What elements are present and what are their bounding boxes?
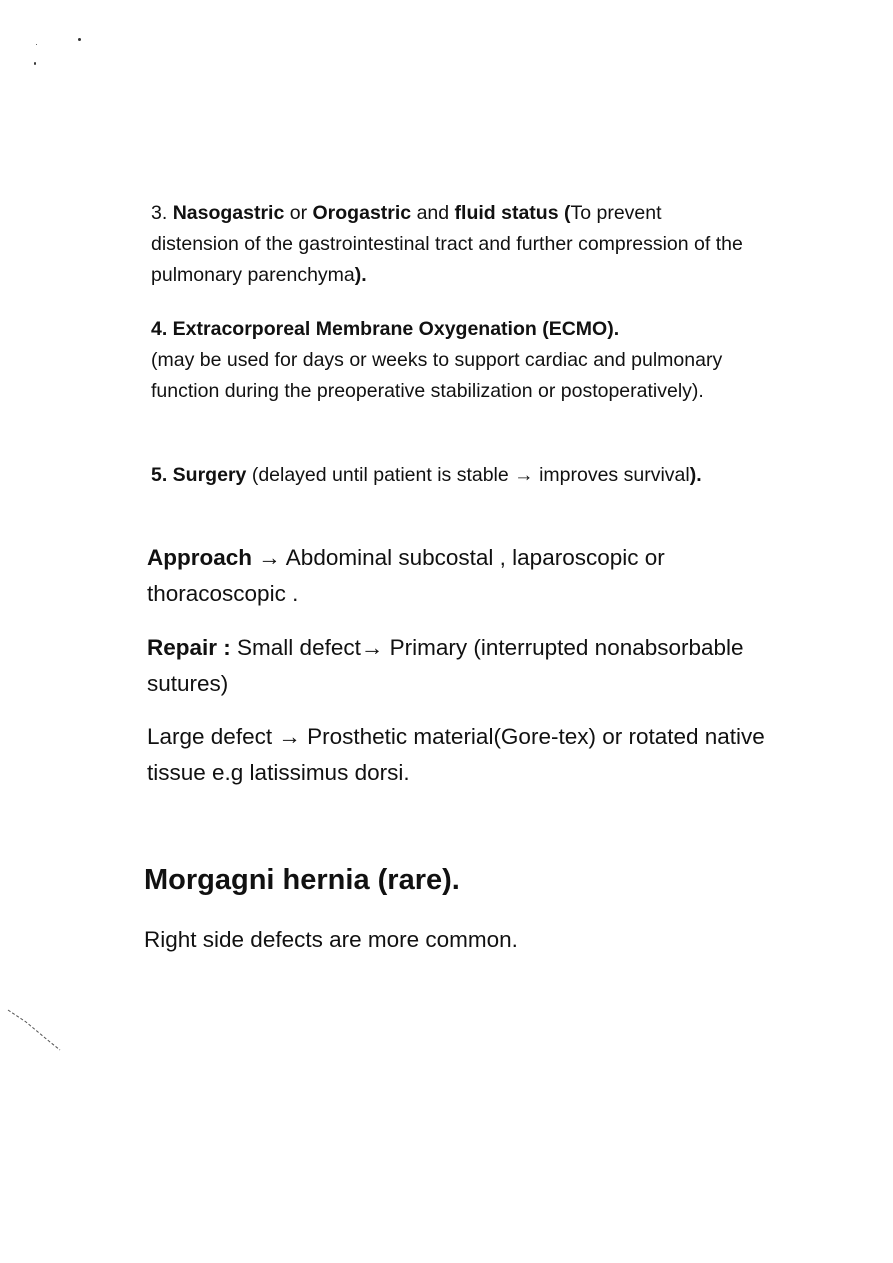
item-5-text: delayed until patient is stable — [258, 464, 509, 486]
item-3-term-fluid-status: fluid status — [454, 202, 559, 224]
item-3-number: 3. — [151, 202, 168, 224]
item-3-text: To prevent distension of the gastrointestinal tract and further compression of the pulmonary parenchyma — [151, 202, 743, 286]
approach-text: Abdominal subcostal , laparoscopic or thoracoscopic . — [147, 545, 665, 606]
scan-speck — [78, 38, 81, 41]
arrow-icon: → — [278, 724, 301, 749]
repair-text-b: Primary (interrupted nonabsorbable sutures) — [147, 635, 744, 696]
large-defect-text-b: Prosthetic material(Gore-tex) or rotated native tissue e.g latissimus dorsi. — [147, 724, 765, 785]
item-3-term-orogastric: Orogastric — [312, 202, 412, 224]
approach-label: Approach — [147, 545, 253, 570]
arrow-icon: → — [258, 545, 281, 570]
morgagni-heading: Morgagni hernia (rare). — [144, 864, 460, 896]
item-5-paragraph — [151, 460, 751, 491]
item-3-connector: or — [289, 202, 308, 224]
large-defect-paragraph — [147, 719, 767, 791]
item-3-paragraph — [151, 198, 751, 291]
scan-artifact-line — [6, 1008, 66, 1058]
item-4-text: (may be used for days or weeks to support cardiac and pulmonary function during the preoperative stabilization or postoperatively). — [151, 349, 723, 402]
large-defect-text-a: Large defect — [147, 724, 273, 749]
item-3-close: ). — [354, 264, 367, 286]
repair-paragraph — [147, 630, 767, 702]
item-3-term-nasogastric: Nasogastric — [172, 202, 285, 224]
item-5-open-paren: ( — [251, 464, 259, 486]
repair-text-a: Small defect — [237, 635, 361, 660]
scan-speck — [34, 62, 36, 65]
arrow-icon: → — [360, 635, 384, 660]
item-4-heading: 4. Extracorporeal Membrane Oxygenation (ECMO). — [151, 318, 620, 340]
arrow-icon: → — [514, 464, 534, 486]
item-3-open-paren: ( — [563, 202, 571, 224]
approach-paragraph — [147, 540, 767, 612]
item-5-text-2: improves survival — [539, 464, 690, 486]
repair-label: Repair : — [147, 635, 231, 660]
morgagni-text: Right side defects are more common. — [144, 927, 518, 952]
item-5-close: ). — [689, 464, 702, 486]
item-4-paragraph — [151, 314, 751, 407]
item-5-heading: 5. Surgery — [151, 464, 247, 486]
item-3-connector: and — [416, 202, 450, 224]
scan-speck — [36, 44, 37, 45]
